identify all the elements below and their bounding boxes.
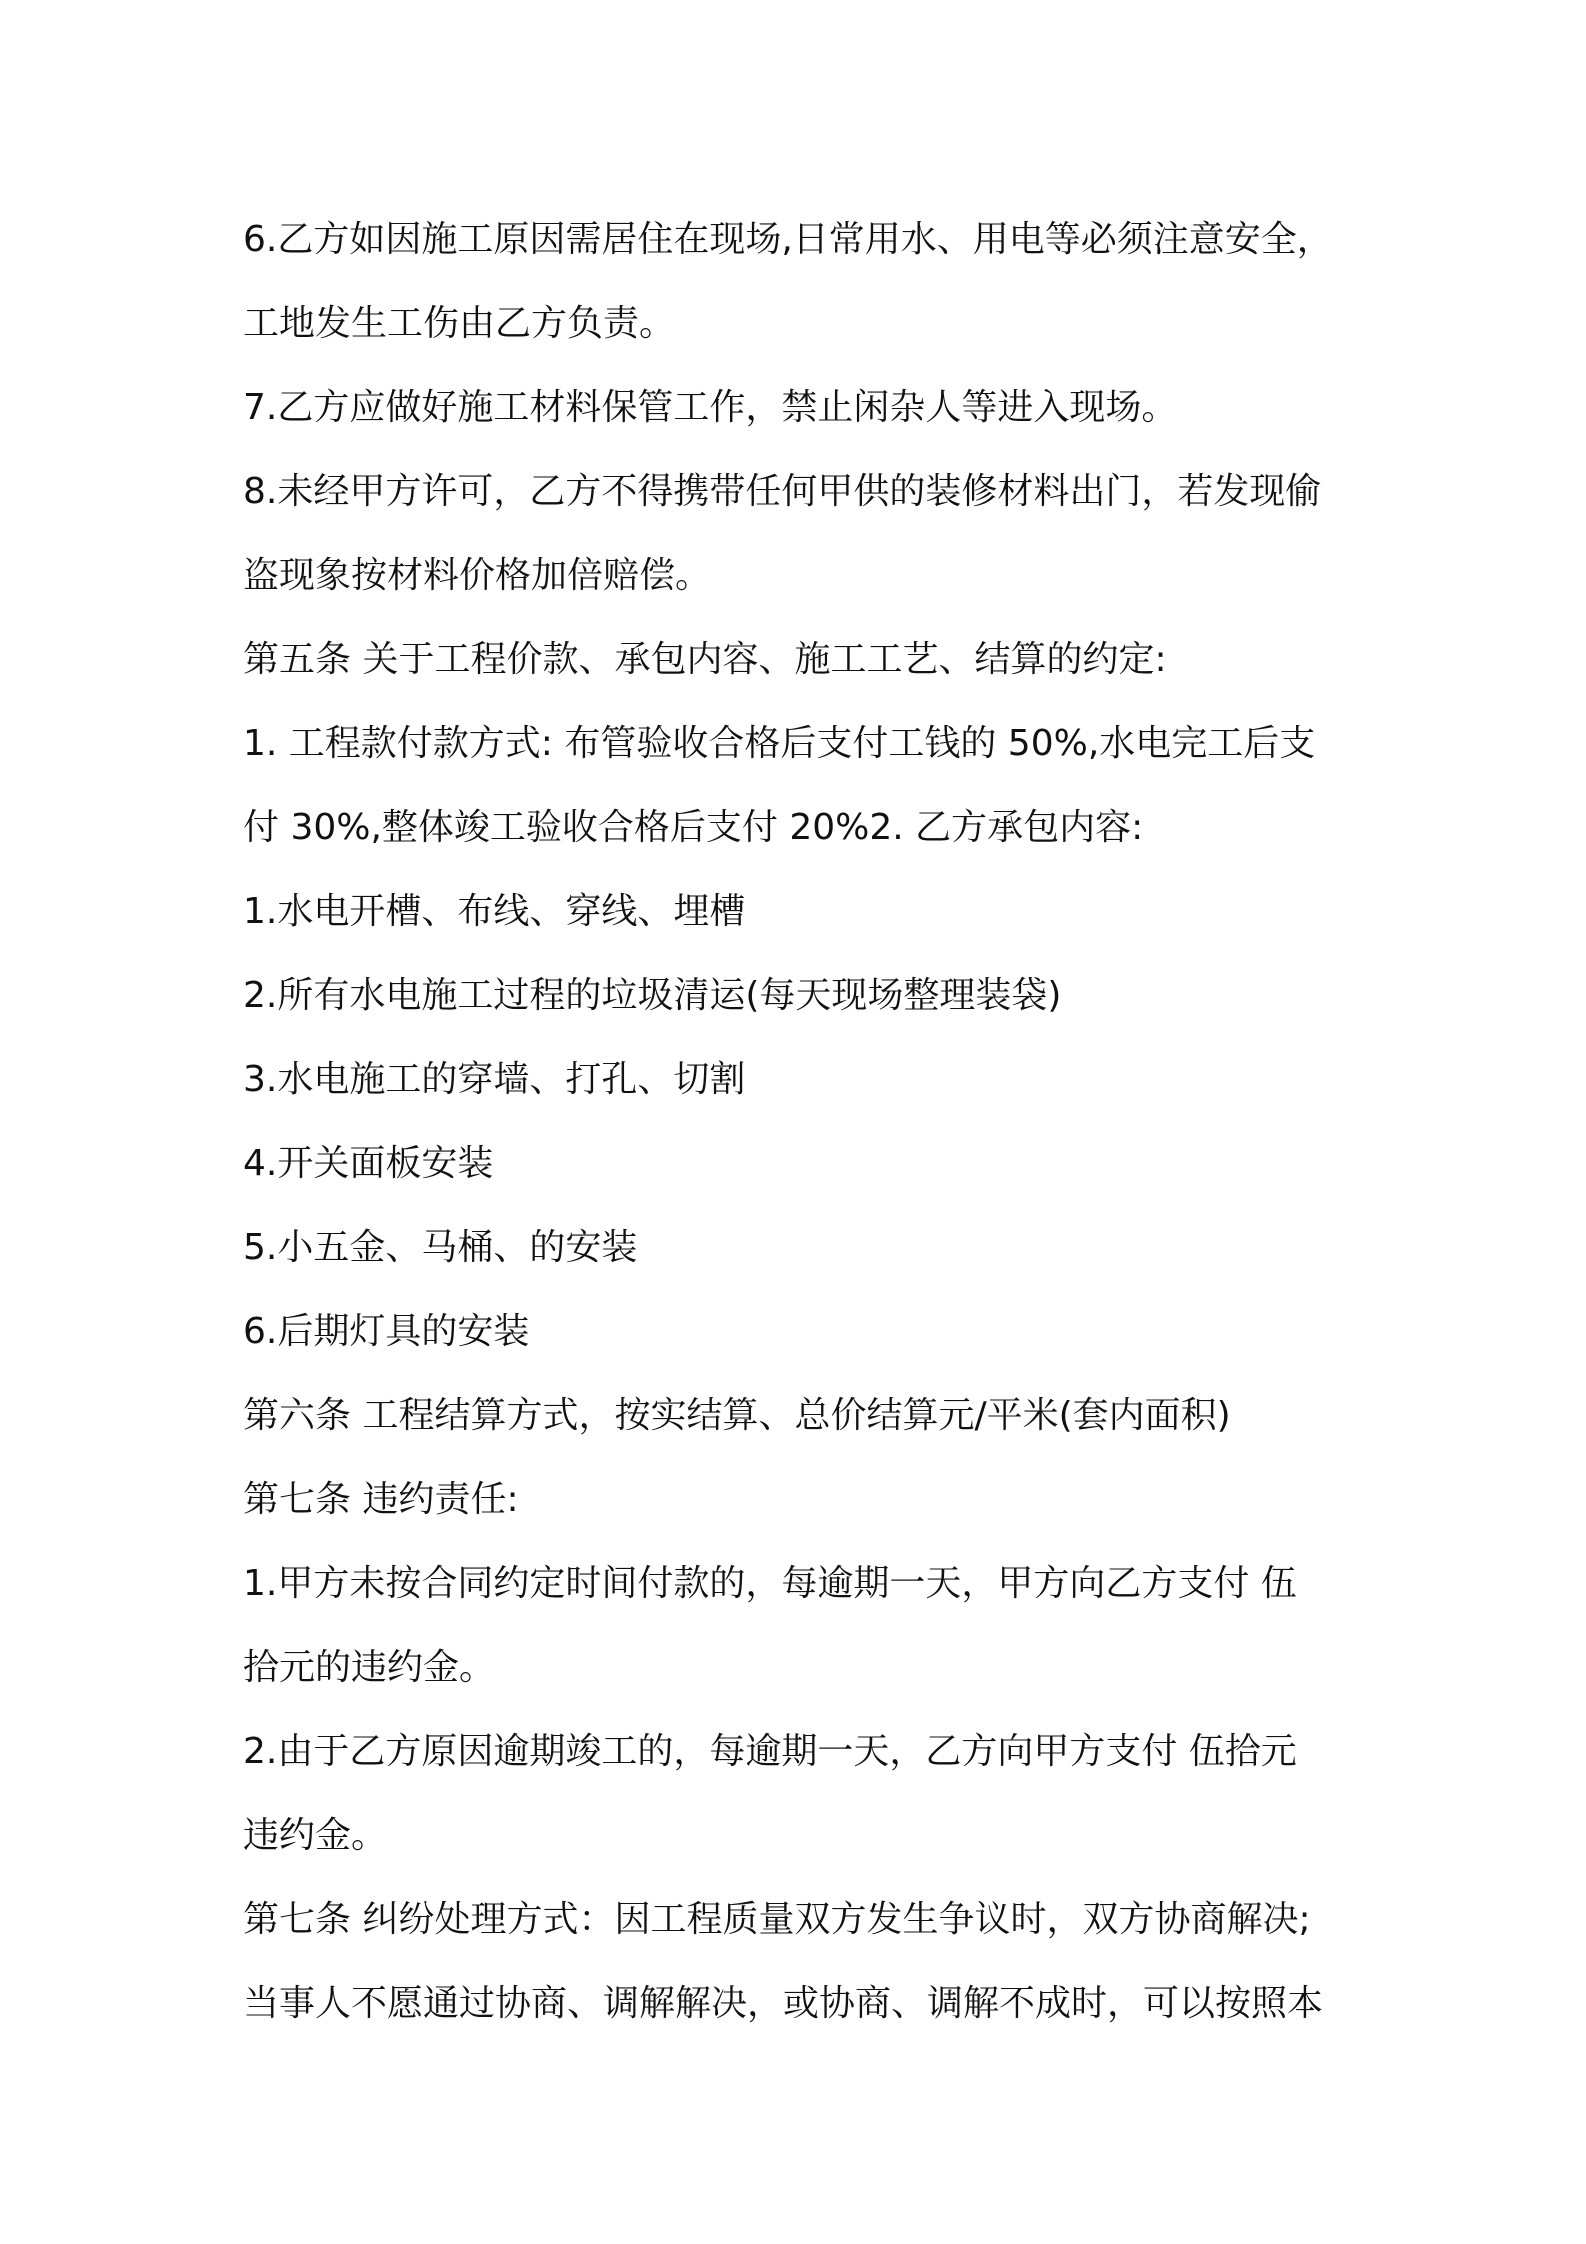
list-item: 4.开关面板安装	[243, 1143, 494, 1184]
text-line: 1.甲方未按合同约定时间付款的，每逾期一天，甲方向乙方支付 伍	[243, 1563, 1297, 1604]
section-heading: 第七条 违约责任:	[243, 1479, 519, 1520]
list-item: 3.水电施工的穿墙、打孔、切割	[243, 1059, 746, 1100]
section-heading: 第七条 纠纷处理方式：因工程质量双方发生争议时，双方协商解决;	[243, 1899, 1311, 1940]
text-line: 8.未经甲方许可，乙方不得携带任何甲供的装修材料出门，若发现偷	[243, 471, 1322, 512]
list-item: 5.小五金、马桶、的安装	[243, 1227, 638, 1268]
text-line: 2.由于乙方原因逾期竣工的，每逾期一天，乙方向甲方支付 伍拾元	[243, 1731, 1297, 1772]
text-line: 7.乙方应做好施工材料保管工作，禁止闲杂人等进入现场。	[243, 387, 1178, 428]
section-heading: 第六条 工程结算方式，按实结算、总价结算元/平米(套内面积)	[243, 1395, 1231, 1436]
list-item: 2.所有水电施工过程的垃圾清运(每天现场整理装袋)	[243, 975, 1062, 1016]
text-line: 拾元的违约金。	[243, 1647, 496, 1688]
list-item: 1.水电开槽、布线、穿线、埋槽	[243, 891, 746, 932]
list-item: 6.后期灯具的安装	[243, 1311, 530, 1352]
document-body	[243, 198, 1363, 2046]
text-line: 1. 工程款付款方式: 布管验收合格后支付工钱的 50%,水电完工后支	[243, 723, 1316, 764]
text-line: 工地发生工伤由乙方负责。	[243, 303, 676, 344]
text-line: 6.乙方如因施工原因需居住在现场,日常用水、用电等必须注意安全，	[243, 219, 1333, 260]
text-line: 违约金。	[243, 1815, 388, 1856]
text-line: 盗现象按材料价格加倍赔偿。	[243, 555, 712, 596]
section-heading: 第五条 关于工程价款、承包内容、施工工艺、结算的约定:	[243, 639, 1167, 680]
text-line: 当事人不愿通过协商、调解解决，或协商、调解不成时，可以按照本	[243, 1983, 1324, 2024]
text-line: 付 30%,整体竣工验收合格后支付 20%2. 乙方承包内容:	[243, 807, 1144, 848]
